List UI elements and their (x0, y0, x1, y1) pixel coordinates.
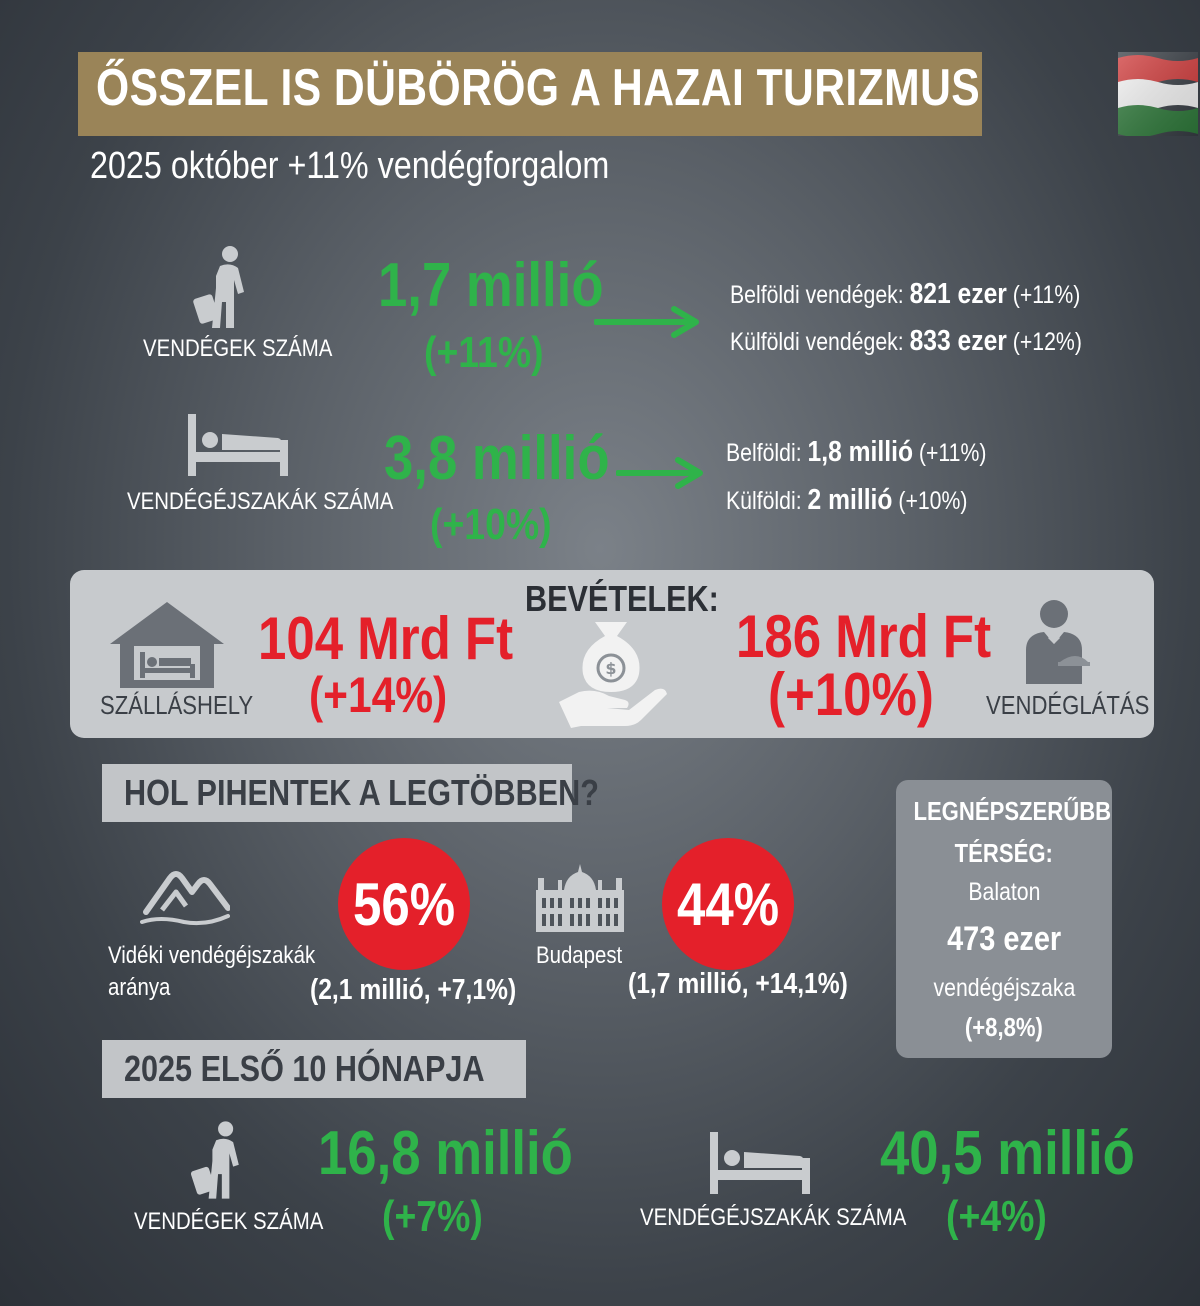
ytd-guests-value: 16,8 millió (318, 1119, 573, 1188)
nights-foreign-label: Külföldi: (726, 487, 802, 515)
nights-domestic-value: 1,8 millió (807, 436, 914, 468)
catering-change: (+10%) (768, 661, 934, 728)
house-bed-icon (108, 600, 226, 690)
accommodation-label: SZÁLLÁSHELY (100, 690, 254, 720)
nights-value: 3,8 millió (384, 424, 610, 493)
svg-text:$: $ (605, 659, 617, 678)
rural-pct-badge (338, 838, 470, 970)
page-title: ŐSSZEL IS DÜBÖRÖG A HAZAI TURIZMUS (96, 59, 981, 117)
nights-label: VENDÉGÉJSZAKÁK SZÁMA (127, 488, 394, 515)
bed-icon (186, 412, 290, 478)
budapest-pct: 44% (676, 870, 780, 938)
budapest-label: Budapest (536, 942, 623, 969)
ytd-nights-change: (+4%) (946, 1192, 1047, 1241)
guests-value: 1,7 millió (378, 251, 604, 320)
bed-icon (708, 1130, 812, 1196)
nights-domestic (726, 436, 986, 469)
accommodation-value: 104 Mrd Ft (258, 605, 514, 672)
popular-value: 473 ezer (946, 920, 1062, 958)
parliament-icon (534, 860, 626, 934)
money-hand-icon (555, 616, 671, 730)
guests-foreign-change: (+12%) (1012, 328, 1082, 356)
where-title: HOL PIHENTEK A LEGTÖBBEN? (124, 772, 599, 813)
popular-unit: vendégéjszaka (933, 974, 1075, 1002)
rural-label-2: aránya (108, 974, 171, 1001)
accommodation-change: (+14%) (309, 667, 448, 723)
popular-title-2: TÉRSÉG: (954, 838, 1054, 868)
catering-label: VENDÉGLÁTÁS (986, 690, 1150, 720)
popular-title-1: LEGNÉPSZERŰBB (913, 796, 1112, 826)
guests-foreign-value: 833 ezer (909, 325, 1007, 357)
guests-foreign (730, 325, 1082, 358)
budapest-pct-badge (662, 838, 794, 970)
popular-change: (+8,8%) (964, 1012, 1043, 1042)
guests-foreign-label: Külföldi vendégek: (730, 328, 904, 356)
page-subtitle: 2025 október +11% vendégforgalom (90, 145, 610, 187)
guests-domestic-change: (+11%) (1012, 281, 1081, 309)
nights-change: (+10%) (430, 500, 552, 549)
guests-domestic (730, 278, 1080, 311)
guests-domestic-value: 821 ezer (909, 278, 1007, 310)
budapest-detail: (1,7 millió, +14,1%) (628, 968, 848, 1000)
nights-foreign (726, 484, 967, 517)
nights-foreign-value: 2 millió (807, 484, 893, 516)
waiter-icon (1018, 598, 1090, 686)
revenue-title: BEVÉTELEK: (525, 578, 719, 619)
rural-label-1: Vidéki vendégéjszakák (108, 942, 316, 969)
nights-domestic-label: Belföldi: (726, 439, 802, 467)
ytd-title: 2025 ELSŐ 10 HÓNAPJA (124, 1048, 485, 1089)
arrow-right-icon (616, 456, 708, 490)
popular-region: Balaton (967, 878, 1041, 906)
nights-foreign-change: (+10%) (898, 487, 968, 515)
ytd-guests-change: (+7%) (382, 1192, 483, 1241)
ytd-guests-label: VENDÉGEK SZÁMA (134, 1208, 324, 1235)
hungarian-flag-icon (1118, 52, 1198, 136)
guests-domestic-label: Belföldi vendégek: (730, 281, 904, 309)
guests-label: VENDÉGEK SZÁMA (143, 335, 333, 362)
catering-value: 186 Mrd Ft (736, 603, 992, 670)
guests-change: (+11%) (424, 328, 544, 377)
traveler-icon (188, 244, 258, 330)
mountain-icon (140, 862, 230, 926)
rural-detail: (2,1 millió, +7,1%) (310, 974, 517, 1006)
traveler-icon (186, 1118, 252, 1202)
nights-domestic-change: (+11%) (918, 439, 987, 467)
ytd-nights-value: 40,5 millió (880, 1119, 1135, 1188)
rural-pct: 56% (352, 870, 456, 938)
ytd-nights-label: VENDÉGÉJSZAKÁK SZÁMA (640, 1204, 907, 1231)
arrow-right-icon (594, 305, 704, 339)
